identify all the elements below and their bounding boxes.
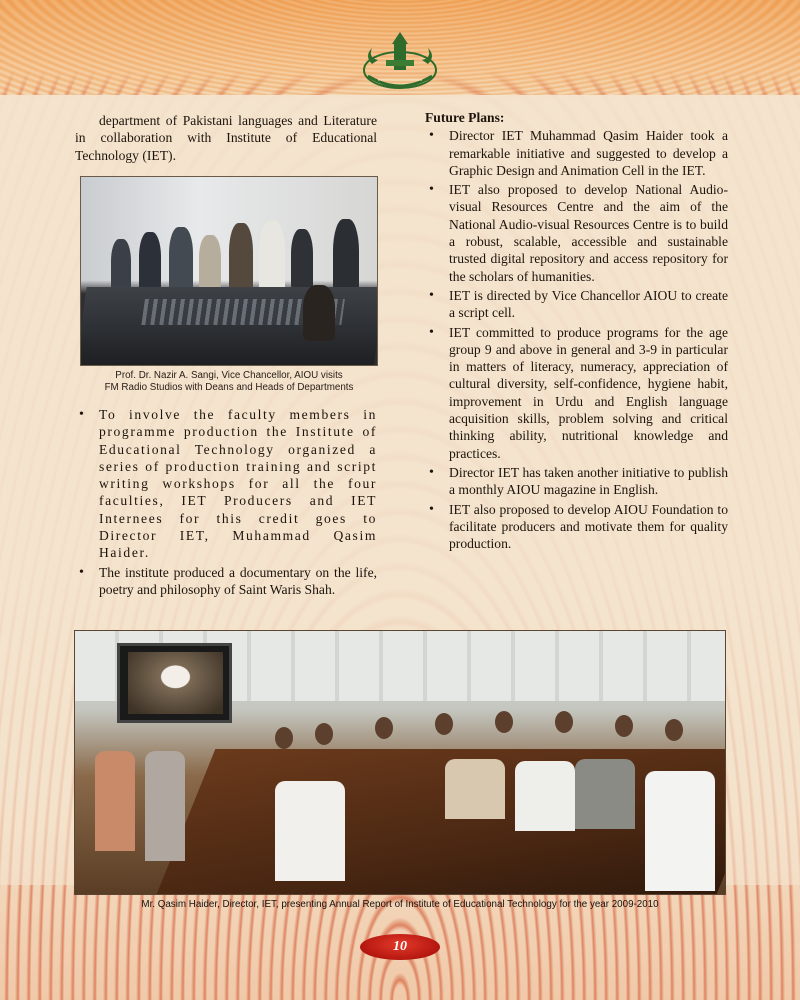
caption-line-2: FM Radio Studios with Deans and Heads of Departments: [104, 382, 354, 393]
list-item: • IET also proposed to develop AIOU Foundation to facilitate producers and motivate them for quality production.: [425, 501, 728, 553]
radio-studio-photo: [80, 176, 378, 366]
list-item: • To involve the faculty members in programme production the Institute of Educational Technology organized a series of production training and script writing workshops for all the four faculties, IET Producers and IET Internees for this credit goes to Director IET, Muhammad Qasim Haider.: [75, 406, 377, 562]
right-column: [425, 109, 728, 554]
list-item: • Director IET Muhammad Qasim Haider took a remarkable initiative and suggested to develop a Graphic Design and Animation Cell in the IET.: [425, 127, 728, 179]
left-bullets-block: [75, 406, 377, 600]
projection-screen: [117, 643, 232, 723]
list-item: • The institute produced a documentary on the life, poetry and philosophy of Saint Waris Shah.: [75, 564, 377, 599]
annual-report-meeting-photo: [74, 630, 726, 895]
future-plans-heading: Future Plans:: [425, 110, 505, 125]
conference-table: [155, 749, 726, 895]
meeting-photo-caption: Mr. Qasim Haider, Director, IET, presenting Annual Report of Institute of Educational Technology for the year 2009-2010: [141, 899, 659, 910]
caption-line-1: Prof. Dr. Nazir A. Sangi, Vice Chancellor, AIOU visits: [115, 370, 343, 381]
list-item: • IET is directed by Vice Chancellor AIOU to create a script cell.: [425, 287, 728, 322]
page-number-badge: 10: [360, 934, 440, 960]
list-item: • Director IET has taken another initiative to publish a monthly AIOU magazine in English.: [425, 464, 728, 499]
radio-studio-caption: [80, 370, 378, 394]
left-bullet-list: [75, 406, 377, 598]
future-plans-list: [425, 127, 728, 552]
list-item: • IET also proposed to develop National Audio-visual Resources Centre and the aim of the National Audio-visual Resources Centre is to build a robust, scalable, accessible and sustainable trusted digital repository and access repository for the scholars of humanities.: [425, 181, 728, 285]
university-crest-icon: [358, 30, 442, 98]
list-item: • IET committed to produce programs for the age group 9 and above in general and 3-9 in particular in matters of literacy, numeracy, appreciation of cultural diversity, self-confidence, hygiene habit, improvement in Urdu and English language acquisition skills, problem solving and critical thinking ability, nutritional knowledge and practices.: [425, 324, 728, 462]
left-column: [75, 112, 377, 164]
left-intro-paragraph: department of Pakistani languages and Literature in collaboration with Institute of Educational Technology (IET).: [75, 113, 377, 163]
